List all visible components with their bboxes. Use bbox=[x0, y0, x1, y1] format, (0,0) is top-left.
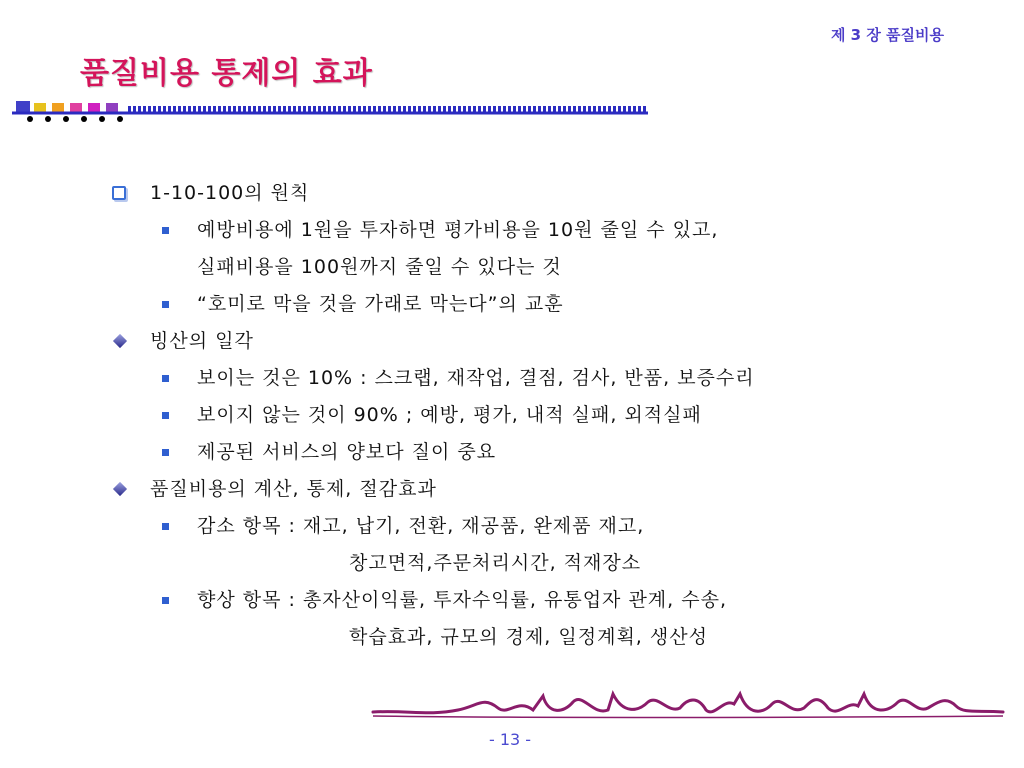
square-bullet-icon bbox=[162, 375, 169, 382]
slide-title: 품질비용 통제의 효과 bbox=[80, 56, 373, 91]
square-bullet-icon bbox=[162, 301, 169, 308]
list-item: 향상 항목 : 총자산이익률, 투자수익률, 유통업자 관계, 수송, bbox=[112, 583, 992, 620]
checkbox-bullet-icon bbox=[112, 186, 126, 200]
list-item-continuation: 창고면적,주문처리시간, 적재장소 bbox=[349, 552, 642, 574]
section-heading: 1-10-100의 원칙 bbox=[112, 176, 992, 213]
section-heading: 품질비용의 계산, 통제, 절감효과 bbox=[112, 472, 992, 509]
decorative-calligraphy-flourish bbox=[368, 688, 1008, 728]
section-heading: 빙산의 일각 bbox=[112, 324, 992, 361]
decorative-ruler bbox=[8, 98, 658, 126]
list-item: 보이는 것은 10% : 스크랩, 재작업, 결점, 검사, 반품, 보증수리 bbox=[112, 361, 992, 398]
square-bullet-icon bbox=[162, 449, 169, 456]
ruler-square-blue bbox=[16, 101, 30, 113]
list-item-continuation: 실패비용을 100원까지 줄일 수 있다는 것 bbox=[197, 256, 562, 278]
square-bullet-icon bbox=[162, 227, 169, 234]
page-number: - 13 - bbox=[488, 730, 532, 749]
list-item: 감소 항목 : 재고, 납기, 전환, 재공품, 완제품 재고, bbox=[112, 509, 992, 546]
list-item-continuation: 학습효과, 규모의 경제, 일정계획, 생산성 bbox=[349, 626, 708, 648]
diamond-bullet-icon bbox=[113, 334, 127, 348]
chapter-label: 제 3 장 품질비용 bbox=[830, 26, 944, 44]
diamond-bullet-icon bbox=[113, 482, 127, 496]
square-bullet-icon bbox=[162, 523, 169, 530]
square-bullet-icon bbox=[162, 597, 169, 604]
list-item: 제공된 서비스의 양보다 질이 중요 bbox=[112, 435, 992, 472]
list-item: 보이지 않는 것이 90% ; 예방, 평가, 내적 실패, 외적실패 bbox=[112, 398, 992, 435]
list-item: 예방비용에 1원을 투자하면 평가비용을 10원 줄일 수 있고, bbox=[112, 213, 992, 250]
slide-body bbox=[112, 176, 992, 657]
square-bullet-icon bbox=[162, 412, 169, 419]
list-item: “호미로 막을 것을 가래로 막는다”의 교훈 bbox=[112, 287, 992, 324]
